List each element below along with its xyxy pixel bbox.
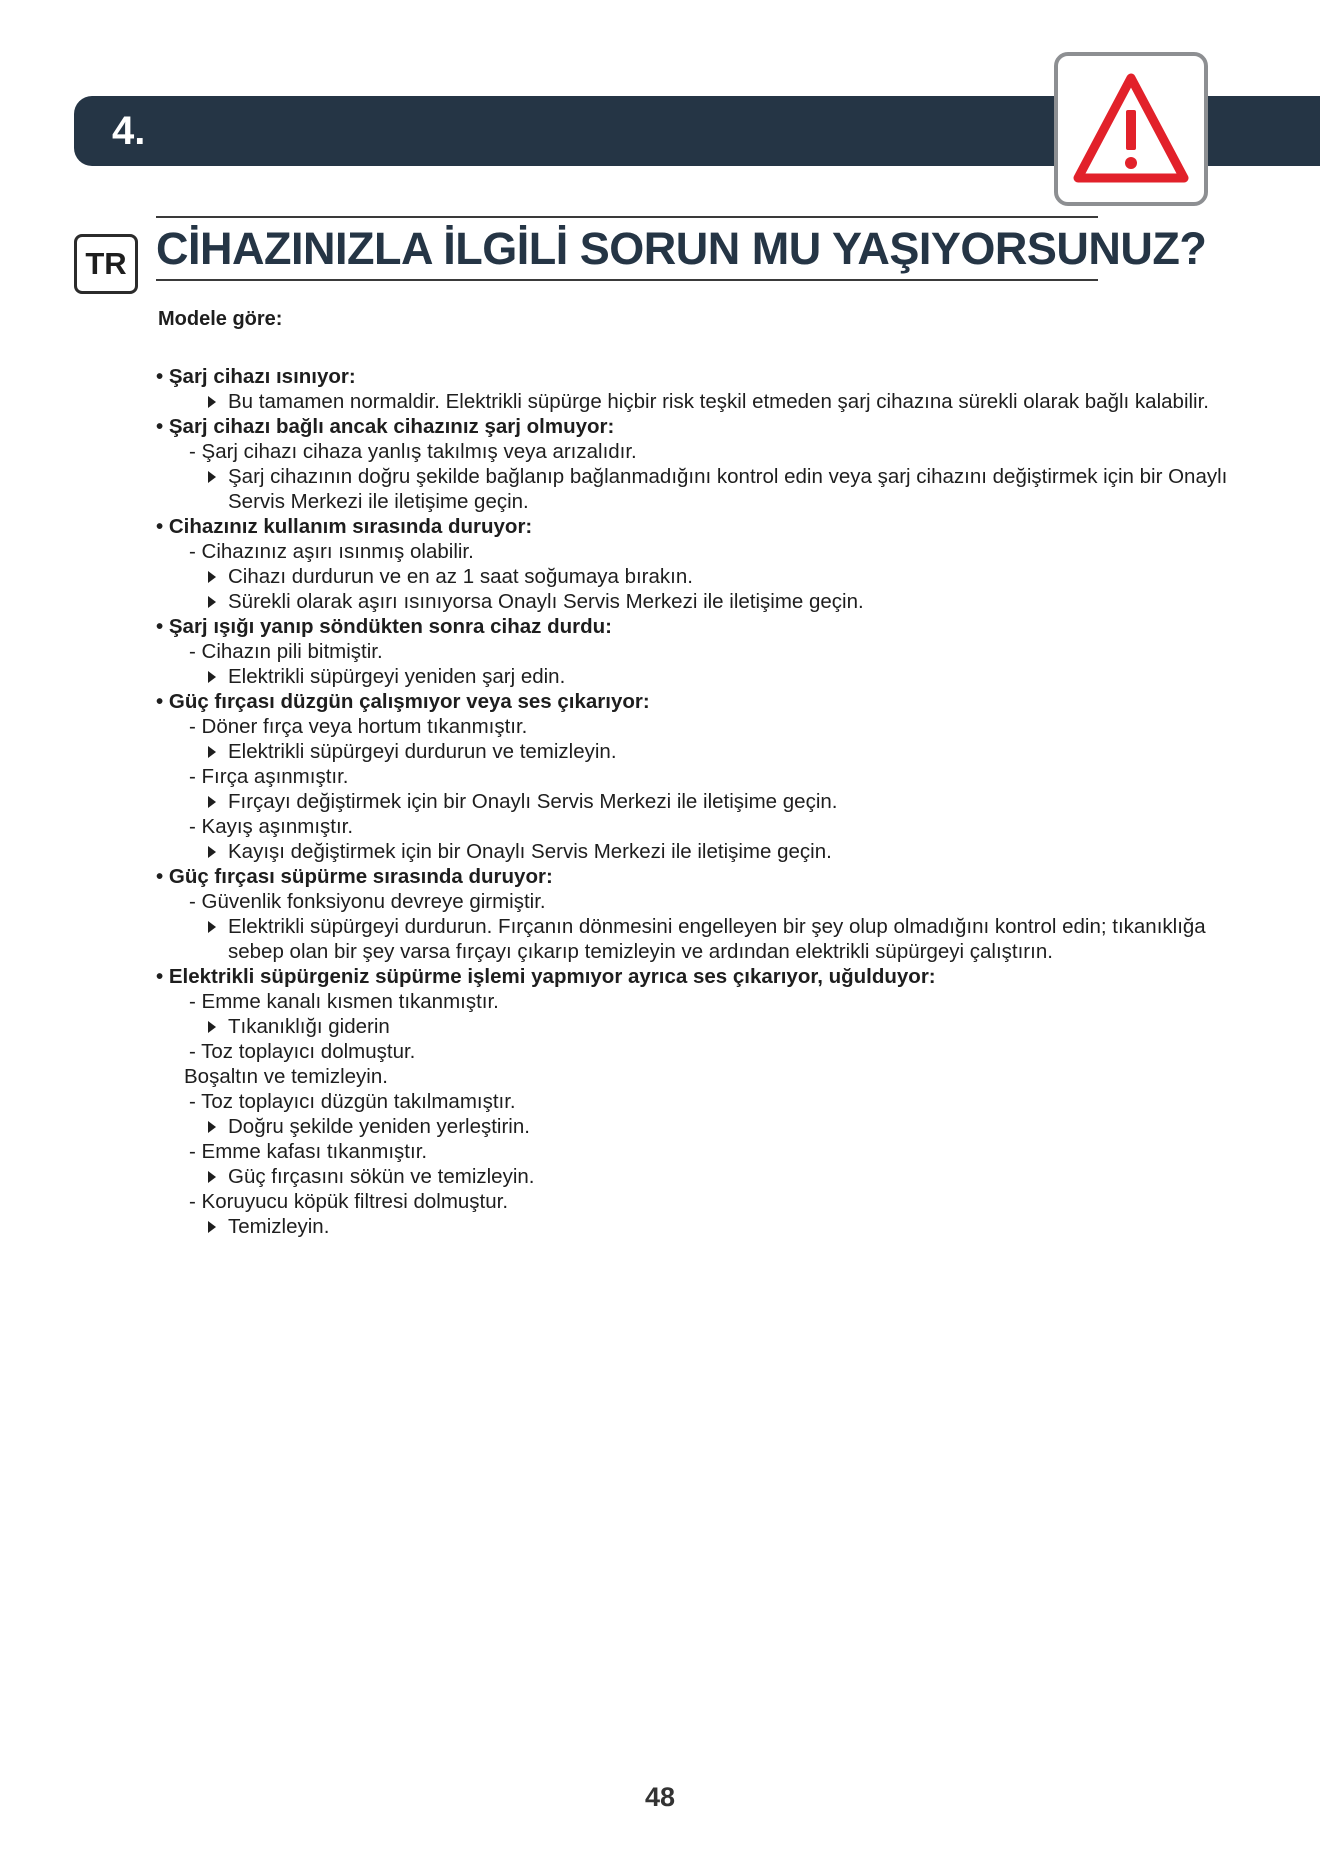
list-item-cause: - Cihazın pili bitmiştir.	[156, 639, 1256, 664]
list-item-cause: - Fırça aşınmıştır.	[156, 764, 1256, 789]
list-item-action: Fırçayı değiştirmek için bir Onaylı Servis Merkezi ile iletişime geçin.	[156, 789, 1256, 814]
list-item-heading: • Şarj ışığı yanıp söndükten sonra cihaz durdu:	[156, 615, 612, 638]
language-badge: TR	[74, 234, 138, 294]
title-rule-bottom	[156, 279, 1098, 281]
list-item-cause: - Döner fırça veya hortum tıkanmıştır.	[156, 714, 1256, 739]
section-number: 4.	[112, 109, 146, 153]
list-item-cause: - Koruyucu köpük filtresi dolmuştur.	[156, 1189, 1256, 1214]
list-item-heading: • Güç fırçası süpürme sırasında duruyor:	[156, 865, 553, 888]
intro-text: Modele göre:	[158, 308, 283, 330]
warning-box	[1054, 52, 1208, 206]
list-item-action: Elektrikli süpürgeyi yeniden şarj edin.	[156, 664, 1256, 689]
list-item-action: Doğru şekilde yeniden yerleştirin.	[156, 1114, 1256, 1139]
list-item-action: Tıkanıklığı giderin	[156, 1014, 1256, 1039]
list-item-cause: - Cihazınız aşırı ısınmış olabilir.	[156, 539, 1256, 564]
list-item-heading: • Güç fırçası düzgün çalışmıyor veya ses çıkarıyor:	[156, 690, 650, 713]
list-item-action: Şarj cihazının doğru şekilde bağlanıp bağlanmadığını kontrol edin veya şarj cihazını değiştirmek için bir Onaylı Servis Merkezi ile iletişime geçin.	[156, 464, 1256, 514]
list-item-cause: - Kayış aşınmıştır.	[156, 814, 1256, 839]
list-item-action: Elektrikli süpürgeyi durdurun ve temizleyin.	[156, 739, 1256, 764]
list-item-heading: • Şarj cihazı ısınıyor:	[156, 365, 356, 388]
warning-triangle-icon	[1070, 70, 1192, 188]
troubleshooting-list	[156, 364, 1256, 1239]
title-rule-top	[156, 216, 1098, 218]
page-number: 48	[644, 1782, 676, 1812]
list-item-cause: - Emme kafası tıkanmıştır.	[156, 1139, 1256, 1164]
list-item-cause: - Toz toplayıcı düzgün takılmamıştır.	[156, 1089, 1256, 1114]
list-item-action: Temizleyin.	[156, 1214, 1256, 1239]
list-item-heading: • Cihazınız kullanım sırasında duruyor:	[156, 515, 533, 538]
list-item-plain: Boşaltın ve temizleyin.	[184, 1065, 388, 1088]
list-item-action: Kayışı değiştirmek için bir Onaylı Servis Merkezi ile iletişime geçin.	[156, 839, 1256, 864]
list-item-heading: • Elektrikli süpürgeniz süpürme işlemi yapmıyor ayrıca ses çıkarıyor, uğulduyor:	[156, 965, 936, 988]
list-item-cause: - Güvenlik fonksiyonu devreye girmiştir.	[156, 889, 1256, 914]
list-item-action: Güç fırçasını sökün ve temizleyin.	[156, 1164, 1256, 1189]
list-item-heading: • Şarj cihazı bağlı ancak cihazınız şarj olmuyor:	[156, 415, 615, 438]
list-item-cause: - Emme kanalı kısmen tıkanmıştır.	[156, 989, 1256, 1014]
page-title: CİHAZINIZLA İLGİLİ SORUN MU YAŞIYORSUNUZ?	[156, 223, 1207, 274]
list-item-action: Elektrikli süpürgeyi durdurun. Fırçanın dönmesini engelleyen bir şey olup olmadığını kontrol edin; tıkanıklığa sebep olan bir şey varsa fırçayı çıkarıp temizleyin ve ardından elektrikli süpürgeyi çalıştırın.	[156, 914, 1256, 964]
list-item-cause: - Şarj cihazı cihaza yanlış takılmış veya arızalıdır.	[156, 439, 1256, 464]
list-item-action: Cihazı durdurun ve en az 1 saat soğumaya bırakın.	[156, 564, 1256, 589]
list-item-action: Bu tamamen normaldir. Elektrikli süpürge hiçbir risk teşkil etmeden şarj cihazına sürekli olarak bağlı kalabilir.	[156, 389, 1256, 414]
list-item-cause: - Toz toplayıcı dolmuştur.	[156, 1039, 1256, 1064]
list-item-action: Sürekli olarak aşırı ısınıyorsa Onaylı Servis Merkezi ile iletişime geçin.	[156, 589, 1256, 614]
